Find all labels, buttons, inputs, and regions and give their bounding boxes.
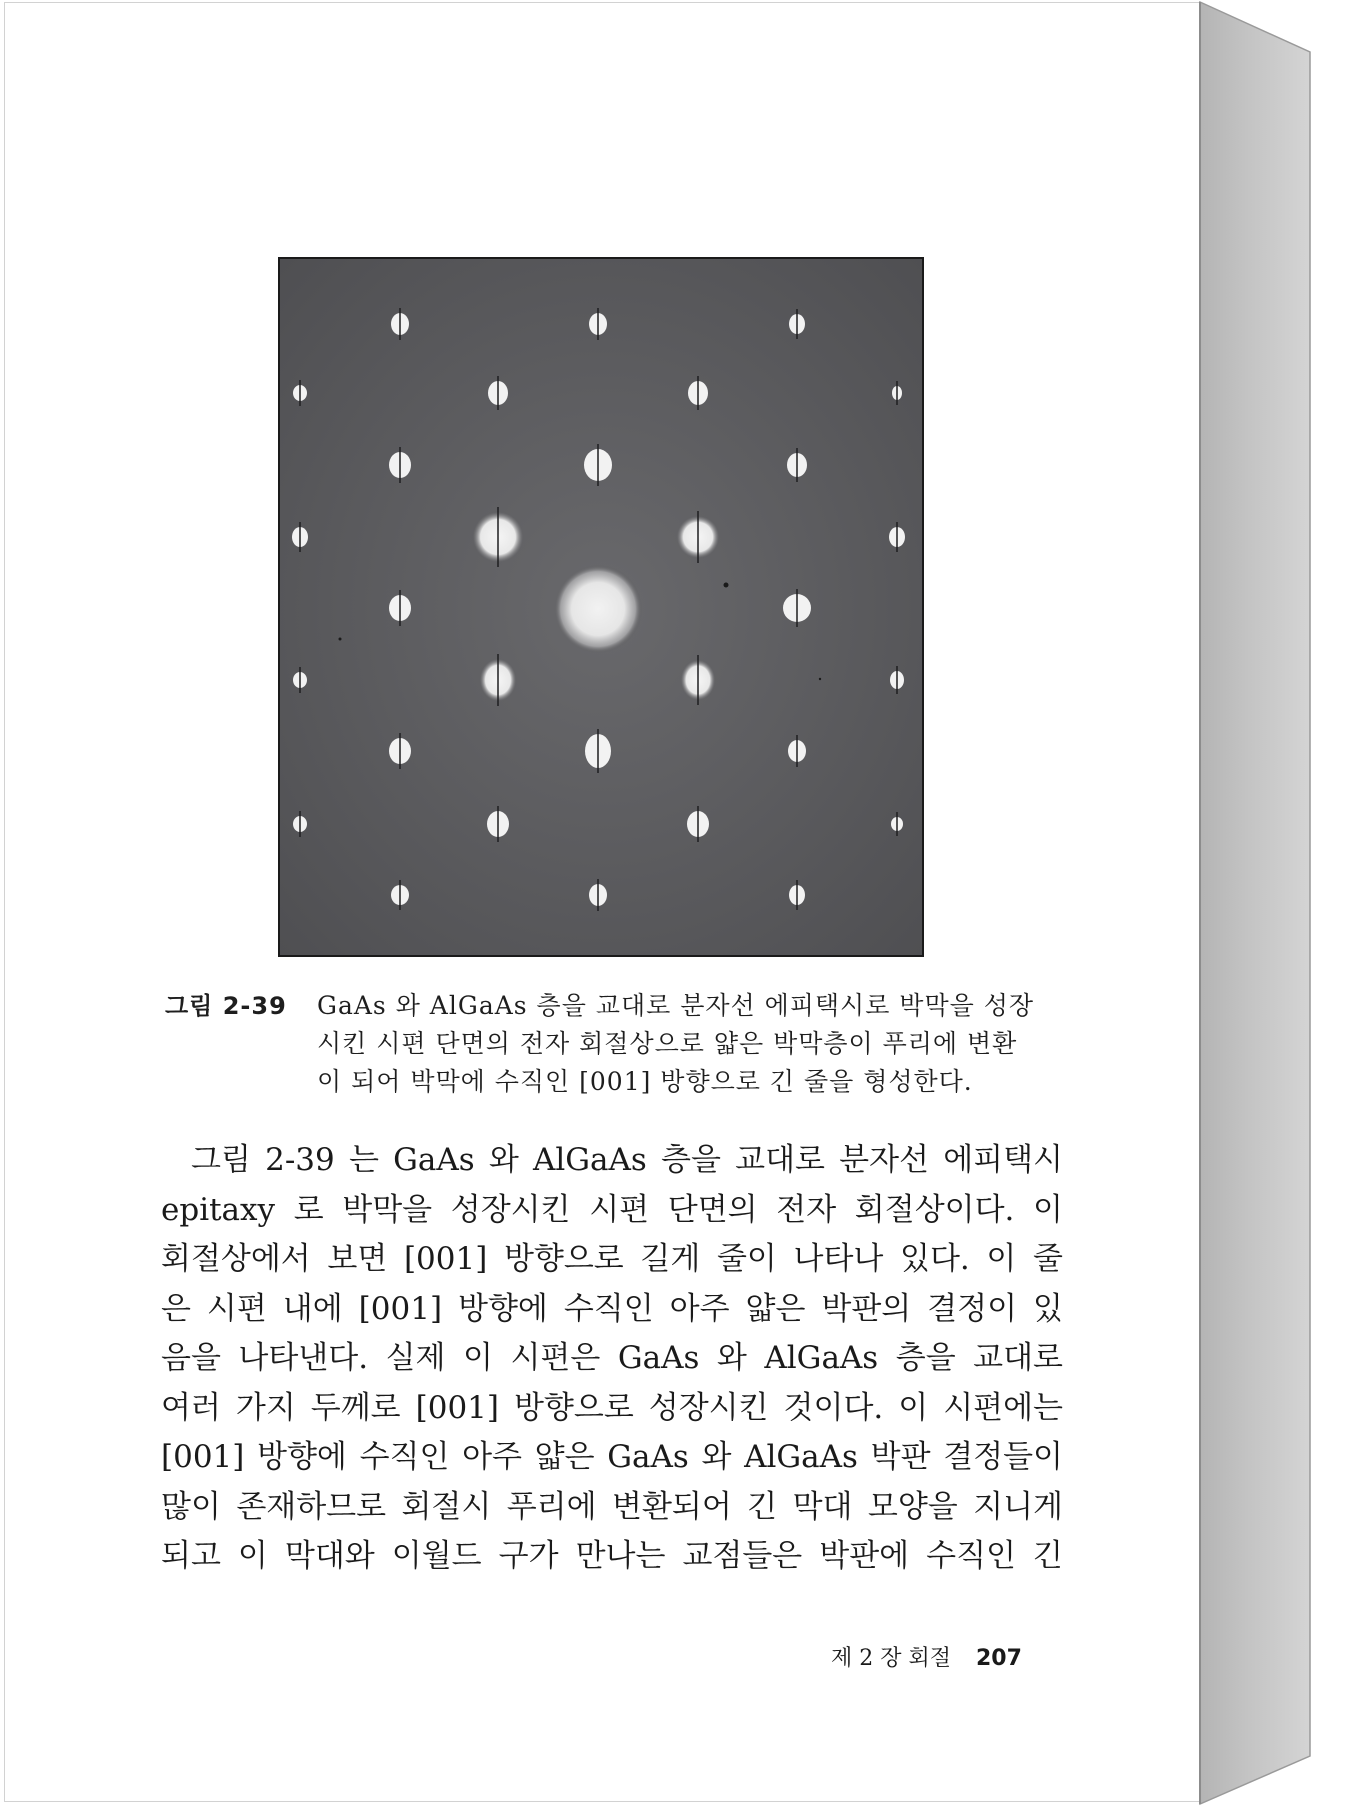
body-paragraph: [161, 1136, 1063, 1582]
diffraction-spots-image: [280, 259, 924, 957]
speck: [339, 638, 342, 641]
caption-line: 이 되어 박막에 수직인 [001] 방향으로 긴 줄을 형성한다.: [317, 1067, 973, 1096]
page-footer: [831, 1641, 1051, 1672]
paragraph-line: epitaxy 로 박막을 성장시킨 시편 단면의 전자 회절상이다. 이: [161, 1191, 1063, 1228]
speck: [819, 678, 821, 680]
caption-text: [317, 987, 1097, 1101]
central-beam-spot: [554, 565, 642, 653]
book-page: [4, 2, 1200, 1802]
caption-line: GaAs 와 AlGaAs 층을 교대로 분자선 에피택시로 박막을 성장: [317, 991, 1034, 1020]
figure-label: 그림 2-39: [165, 992, 287, 1020]
paragraph-line: 은 시편 내에 [001] 방향에 수직인 아주 얇은 박판의 결정이 있: [161, 1290, 1063, 1327]
speck: [724, 583, 729, 588]
paragraph-line: 되고 이 막대와 이월드 구가 만나는 교점들은 박판에 수직인 긴: [161, 1538, 1063, 1574]
caption-line: 시킨 시편 단면의 전자 회절상으로 얇은 박막층이 푸리에 변환: [317, 1029, 1018, 1058]
paragraph-line: 회절상에서 보면 [001] 방향으로 길게 줄이 나타나 있다. 이 줄: [161, 1241, 1063, 1277]
running-footer-chapter: 제 2 장 회절: [831, 1646, 951, 1671]
paragraph-line: 많이 존재하므로 회절시 푸리에 변환되어 긴 막대 모양을 지니게: [161, 1488, 1063, 1525]
page-number: 207: [976, 1646, 1022, 1671]
paragraph-line: 음을 나타낸다. 실제 이 시편은 GaAs 와 AlGaAs 층을 교대로: [161, 1340, 1063, 1376]
paragraph-line: 여러 가지 두께로 [001] 방향으로 성장시킨 것이다. 이 시편에는: [161, 1389, 1063, 1426]
paragraph-line: 그림 2-39 는 GaAs 와 AlGaAs 층을 교대로 분자선 에피택시: [191, 1142, 1063, 1178]
paragraph-line: [001] 방향에 수직인 아주 얇은 GaAs 와 AlGaAs 박판 결정들이: [161, 1439, 1063, 1475]
diffraction-pattern-figure: [278, 257, 924, 957]
